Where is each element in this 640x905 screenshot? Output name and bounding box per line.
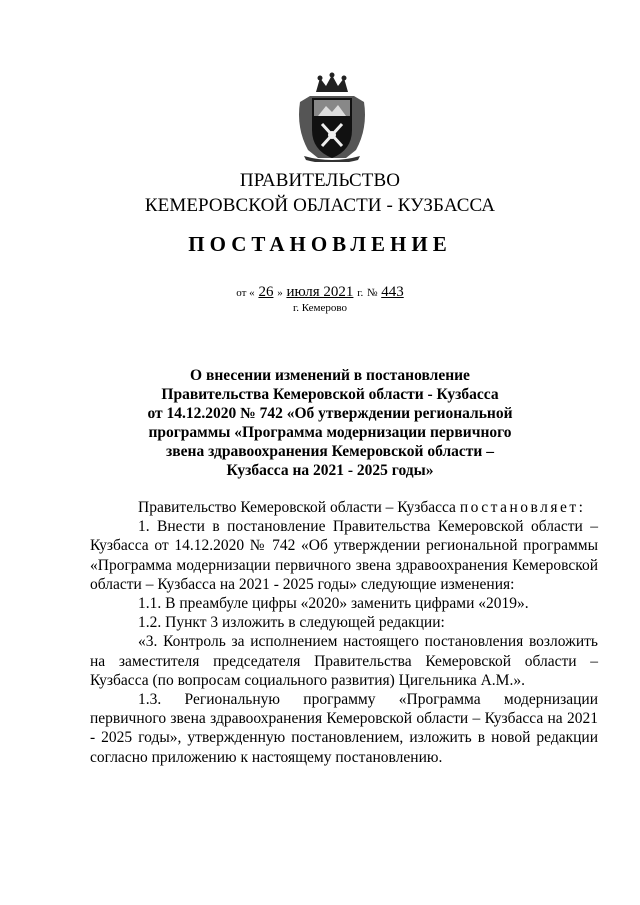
date-month-year: июля 2021 — [286, 284, 354, 300]
title-line: от 14.12.2020 № 742 «Об утверждении региональной — [147, 405, 513, 422]
date-day: 26 — [258, 284, 274, 300]
title-line: Правительства Кемеровской области - Кузбасса — [161, 386, 499, 403]
paragraph-1: 1. Внести в постановление Правительства Кемеровской области – Кузбасса от 14.12.2020 № 742 «Об утверждении региональной программы «Программа модернизации первичного звена здравоохранения Кемеровской области – Кузбасса на 2021 - 2025 годы» следующие изменения: — [90, 518, 598, 593]
title-line: программы «Программа модернизации первичного — [148, 424, 512, 441]
date-year-abbr: г. — [357, 287, 364, 299]
title-line: Кузбасса на 2021 - 2025 годы» — [226, 462, 434, 479]
document-title — [120, 366, 540, 480]
paragraph-1-2: 1.2. Пункт 3 изложить в следующей редакции: — [138, 614, 445, 632]
intro-text: Правительство Кемеровской области – Кузбасса — [138, 499, 456, 516]
number-label: № — [366, 287, 378, 299]
document-date-number — [0, 284, 640, 301]
date-quote: » — [277, 287, 283, 299]
document-type-heading: ПОСТАНОВЛЕНИЕ — [188, 232, 452, 256]
city-label: г. Кемерово — [292, 302, 348, 314]
intro-paragraph — [90, 498, 598, 517]
date-prefix: от « — [236, 287, 255, 299]
document-number: 443 — [381, 284, 404, 300]
document-body — [90, 498, 598, 767]
paragraph-1-1: 1.1. В преамбуле цифры «2020» заменить цифрами «2019». — [138, 595, 529, 613]
kuzbass-coat-of-arms-icon — [294, 72, 370, 162]
government-name-line2: КЕМЕРОВСКОЙ ОБЛАСТИ - КУЗБАССА — [144, 195, 496, 216]
title-line: О внесении изменений в постановление — [190, 367, 470, 384]
paragraph-quoted-3: «3. Контроль за исполнением настоящего постановления возложить на заместителя председателя Правительства Кемеровской области – Кузбасса (по вопросам социального развития) Цигельника А.М.». — [90, 633, 598, 689]
government-name-line1: ПРАВИТЕЛЬСТВО — [239, 170, 401, 191]
paragraph-1-3: 1.3. Региональную программу «Программа модернизации первичного звена здравоохранения Кемеровской области – Кузбасса на 2021 - 2025 годы», утвержденную постановлением, изложить в новой редакции согласно приложению к настоящему постановлению. — [90, 691, 598, 766]
title-line: звена здравоохранения Кемеровской области – — [166, 443, 494, 460]
decree-word: постановляет: — [459, 499, 586, 516]
